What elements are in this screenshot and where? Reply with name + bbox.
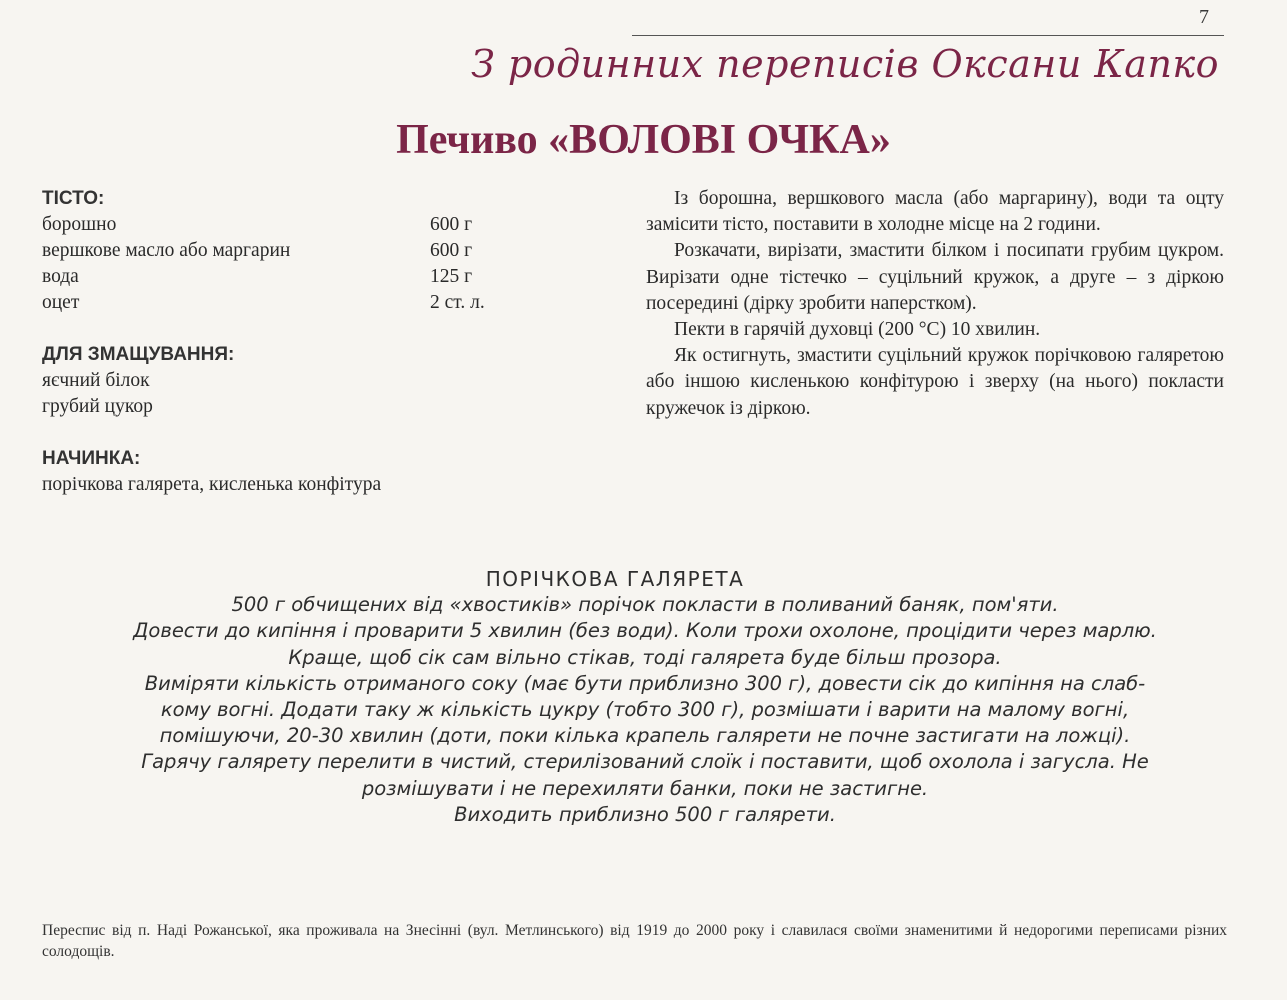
sidebar-line: Гарячу галярету перелити в чистий, стерилізований слоїк і поставити, щоб охолола і загусла. Не xyxy=(141,750,1149,774)
ingredients-column xyxy=(42,186,602,524)
sidebar-line: розмішувати і не перехиляти банки, поки не застигне. xyxy=(361,776,929,800)
dough-section xyxy=(42,186,602,316)
page-number: 7 xyxy=(1199,6,1209,28)
ingredient-row xyxy=(42,264,602,290)
glaze-heading: ДЛЯ ЗМАЩУВАННЯ: xyxy=(42,344,235,365)
ingredient-qty: 600 г xyxy=(430,240,473,261)
ingredient-row xyxy=(42,290,602,316)
recipe-title: Печиво «ВОЛОВІ ОЧКА» xyxy=(396,117,891,163)
ingredient-row xyxy=(42,212,602,238)
sidebar-line: Краще, щоб сік сам вільно стікав, тоді галярета буде більш прозора. xyxy=(288,645,1002,669)
ingredient-qty: 2 ст. л. xyxy=(430,292,485,313)
sidebar-line: Виміряти кількість отриманого соку (має бути приблизно 300 г), довести сік до кипіння на слаб- xyxy=(144,671,1146,695)
ingredient-item: порічкова галярета, кисленька конфітура xyxy=(42,474,382,495)
method-step: Пекти в гарячій духовці (200 °C) 10 хвилин. xyxy=(674,319,1041,341)
sidebar-line: Виходить приблизно 500 г галярети. xyxy=(454,802,836,826)
method-step: Як остигнуть, змастити суцільний кружок порічковою галяретою або іншою кисленькою конфітурою і зверху (на нього) покласти кружечок із діркою. xyxy=(646,345,1224,419)
ingredient-item: грубий цукор xyxy=(42,396,153,417)
sidebar-title: ПОРІЧКОВА ГАЛЯРЕТА xyxy=(485,567,745,591)
series-title: З родинних переписів Оксани Капко xyxy=(471,42,1219,86)
sidebar-line: Довести до кипіння і проварити 5 хвилин (без води). Коли трохи охолоне, процідити через марлю. xyxy=(133,619,1157,643)
ingredient-name: вода xyxy=(42,266,79,287)
filling-section xyxy=(42,446,602,498)
sidebar-recipe xyxy=(40,566,1250,828)
glaze-section xyxy=(42,342,602,420)
ingredient-name: оцет xyxy=(42,292,80,313)
sidebar-line: помішуючи, 20-30 хвилин (доти, поки кілька крапель галярети не почне застигати на ложці). xyxy=(159,724,1131,748)
method-column xyxy=(646,186,1224,422)
sidebar-line: 500 г обчищених від «хвостиків» порічок покласти в поливаний баняк, пом'яти. xyxy=(231,593,1059,617)
dough-heading: ТІСТО: xyxy=(42,188,105,209)
header-rule xyxy=(632,35,1224,36)
ingredient-name: борошно xyxy=(42,214,117,235)
method-step: Розкачати, вирізати, змастити білком і посипати грубим цукром. Вирізати одне тістечко – суцільний кружок, а друге – з діркою посередині (дірку зробити наперстком). xyxy=(646,240,1224,314)
filling-heading: НАЧИНКА: xyxy=(42,448,141,469)
ingredient-row xyxy=(42,238,602,264)
ingredient-qty: 600 г xyxy=(430,214,473,235)
footnote: Переспис від п. Наді Рожанської, яка проживала на Знесінні (вул. Метлинського) від 1919 до 2000 року і славилася своїми знаменитими й недорогими переписами різних солодощів. xyxy=(42,922,1227,960)
ingredient-item: яєчний білок xyxy=(42,370,150,391)
ingredient-qty: 125 г xyxy=(430,266,473,287)
ingredient-name: вершкове масло або маргарин xyxy=(42,240,291,261)
method-step: Із борошна, вершкового масла (або маргарину), води та оцту замісити тісто, поставити в холодне місце на 2 години. xyxy=(646,188,1224,236)
sidebar-line: кому вогні. Додати таку ж кількість цукру (тобто 300 г), розмішати і варити на малому вогні, xyxy=(160,698,1130,722)
